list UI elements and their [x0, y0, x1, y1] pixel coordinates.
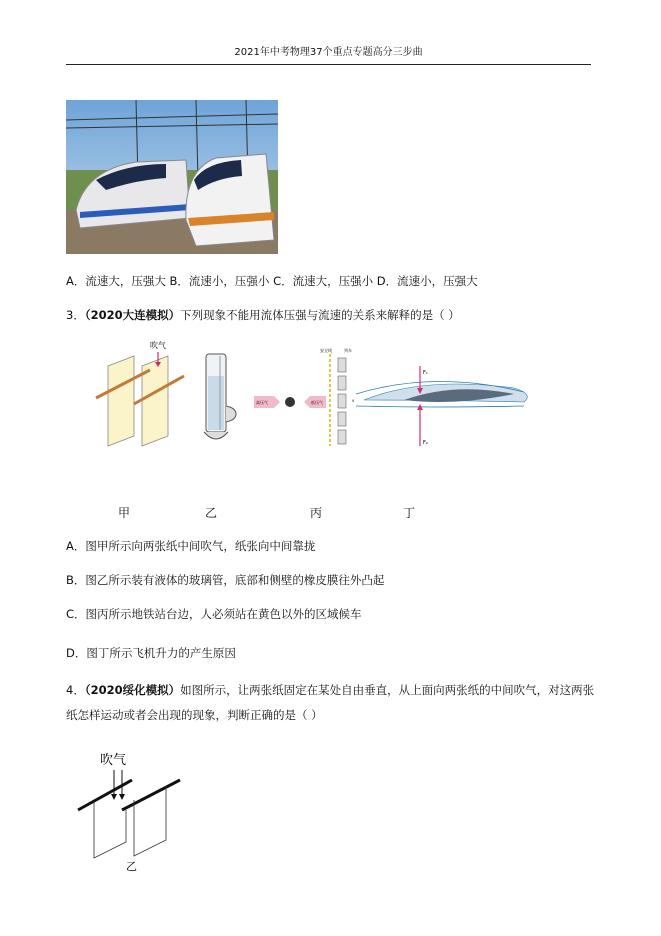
q3-option-c: C．图丙所示地铁站台边，人必须站在黄色以外的区域候车	[66, 607, 362, 621]
label-yi: 乙	[205, 506, 218, 520]
q3-option-a: A．图甲所示向两张纸中间吹气，纸张向中间靠拢	[66, 539, 316, 553]
train-photo	[66, 100, 278, 254]
q3-stem: 下列现象不能用流体压强与流速的关系来解释的是（ ）	[180, 308, 460, 322]
q3-option-b: B．图乙所示装有液体的玻璃管，底部和侧壁的橡皮膜往外凸起	[66, 573, 385, 587]
page-header	[66, 44, 591, 65]
q3-question	[66, 306, 460, 324]
svg-text:低压气: 低压气	[311, 400, 323, 405]
svg-text:F₂: F₂	[423, 440, 428, 446]
fig-ding	[356, 366, 527, 446]
q4-stem-line2: 纸怎样运动或者会出现的现象，判断正确的是（ ）	[66, 708, 323, 722]
q3-option-d: D．图丁所示飞机升力的产生原因	[66, 646, 236, 660]
svg-text:列车: 列车	[344, 348, 352, 353]
q4-stem-line1: 如图所示，让两张纸固定在某处自由垂直，从上面向两张纸的中间吹气，对这两张	[180, 683, 595, 697]
header-title: 2021年中考物理37个重点专题高分三步曲	[234, 47, 423, 58]
q4-fig-blow: 吹气	[100, 753, 127, 768]
fig-bing	[254, 347, 355, 446]
q4-number: 4．	[66, 683, 85, 697]
q3-figures	[94, 336, 564, 460]
q2-options: A．流速大，压强大 B．流速小，压强小 C．流速大，压强小 D．流速小，压强大	[66, 274, 478, 288]
svg-text:F₁: F₁	[423, 370, 428, 376]
fig-jia	[96, 340, 184, 446]
q4-fig-label: 乙	[126, 860, 137, 872]
label-ding: 丁	[403, 506, 416, 520]
svg-text:v: v	[352, 398, 355, 403]
fig-jia-blow: 吹气	[150, 341, 166, 350]
label-bing: 丙	[310, 506, 323, 520]
q3-source: （2020大连模拟）	[84, 308, 181, 322]
svg-text:高压气: 高压气	[256, 400, 268, 405]
q3-number: 3．	[66, 308, 85, 322]
q4-source: （2020绥化模拟）	[84, 683, 181, 697]
fig-yi	[204, 354, 236, 439]
label-jia: 甲	[118, 506, 131, 520]
q4-question	[66, 681, 594, 699]
svg-text:安全线: 安全线	[320, 348, 332, 353]
q4-figure	[70, 746, 185, 872]
